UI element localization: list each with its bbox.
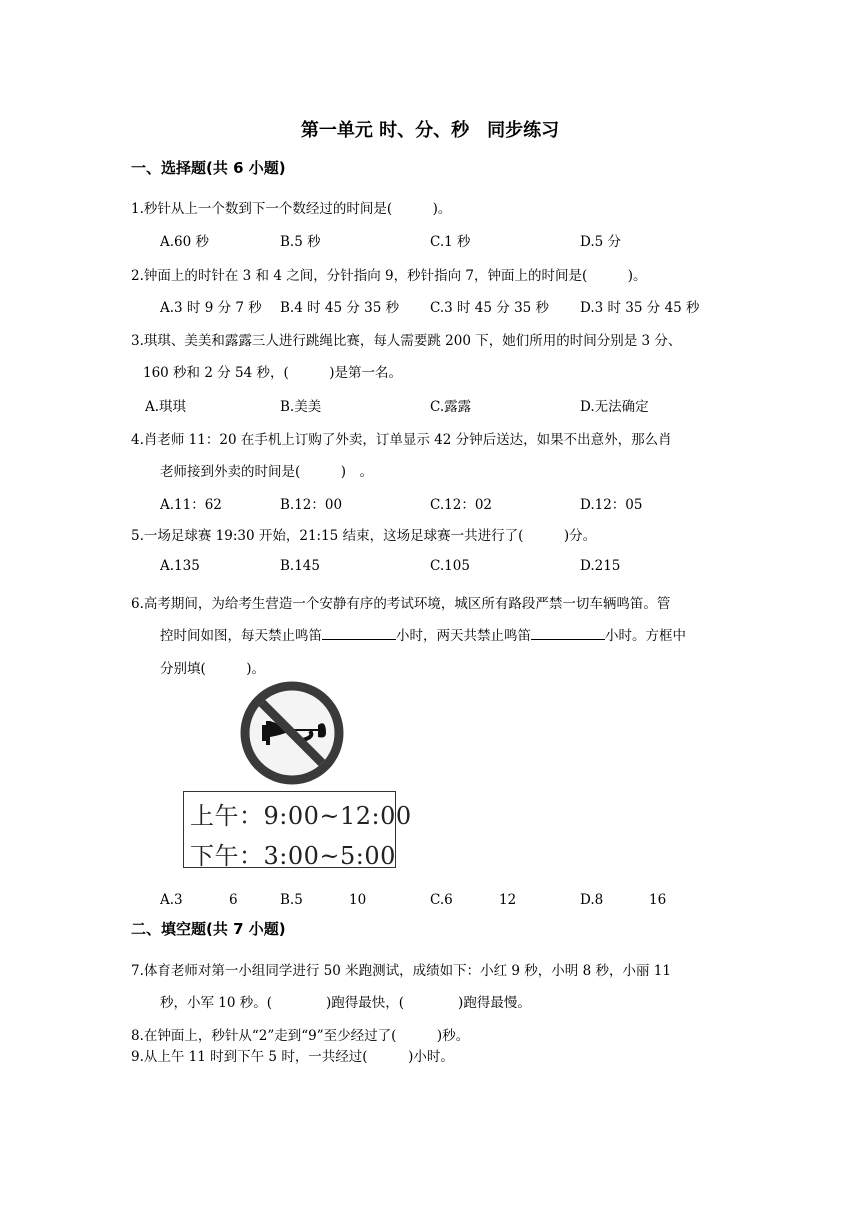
section-heading-fill: 二、填空题(共 7 小题)	[131, 920, 286, 938]
q3-option-d: D.无法确定	[580, 399, 649, 415]
question-8: 8.在钟面上，秒针从“2”走到“9”至少经过了( )秒。	[131, 1028, 470, 1044]
q5-option-d: D.215	[580, 558, 621, 574]
q5-option-b: B.145	[280, 558, 320, 574]
q1-option-b: B.5 秒	[280, 234, 321, 250]
q4-option-b: B.12：00	[280, 497, 343, 513]
q5-option-a: A.135	[160, 558, 200, 574]
q6-option-a-right: 6	[229, 892, 238, 908]
morning-time-row: 上午：9:00~12:00	[190, 802, 412, 830]
q6-option-b-right: 10	[349, 892, 367, 908]
answer-blank-daily[interactable]	[322, 627, 396, 640]
q1-option-d: D.5 分	[580, 234, 622, 250]
answer-blank-two-days[interactable]	[531, 627, 605, 640]
section-heading-choice: 一、选择题(共 6 小题)	[131, 159, 286, 177]
q6-line-2-part-a: 控时间如图，每天禁止鸣笛	[160, 628, 322, 644]
q2-option-a: A.3 时 9 分 7 秒	[160, 300, 262, 316]
q2-option-d: D.3 时 35 分 45 秒	[580, 300, 700, 316]
q2-option-c: C.3 时 45 分 35 秒	[430, 300, 550, 316]
question-6-line-3: 分别填( )。	[160, 661, 266, 677]
q6-line-2-part-c: 小时。方框中	[605, 628, 686, 644]
question-3-line-1: 3.琪琪、美美和露露三人进行跳绳比赛，每人需要跳 200 下，她们所用的时间分别是 3 分、	[131, 333, 682, 349]
time-schedule-box	[183, 791, 412, 870]
question-5: 5.一场足球赛 19:30 开始，21:15 结束，这场足球赛一共进行了( )分。	[131, 528, 597, 544]
question-3-line-2: 160 秒和 2 分 54 秒，( )是第一名。	[143, 365, 403, 381]
q6-option-d-left: D.8	[580, 892, 604, 908]
question-7-line-1: 7.体育老师对第一小组同学进行 50 米跑测试，成绩如下：小红 9 秒，小明 8 秒，小丽 11	[131, 963, 671, 979]
question-4-line-1: 4.肖老师 11：20 在手机上订购了外卖，订单显示 42 分钟后送达，如果不出意外，那么肖	[131, 432, 672, 448]
q4-option-d: D.12：05	[580, 497, 643, 513]
q1-option-c: C.1 秒	[430, 234, 471, 250]
q5-option-c: C.105	[430, 558, 470, 574]
q4-option-c: C.12：02	[430, 497, 492, 513]
q6-option-d-right: 16	[649, 892, 667, 908]
afternoon-time-row: 下午：3:00~5:00	[190, 842, 396, 870]
q6-option-c-left: C.6	[430, 892, 453, 908]
question-1: 1.秒针从上一个数到下一个数经过的时间是( )。	[131, 201, 452, 217]
q3-option-b: B.美美	[280, 399, 322, 415]
q6-line-2-part-b: 小时，两天共禁止鸣笛	[396, 628, 531, 644]
question-2: 2.钟面上的时针在 3 和 4 之间，分针指向 9，秒针指向 7，钟面上的时间是( )。	[131, 268, 647, 284]
no-honking-icon	[240, 681, 344, 785]
q3-option-c: C.露露	[430, 399, 472, 415]
question-9: 9.从上午 11 时到下午 5 时，一共经过( )小时。	[131, 1049, 454, 1065]
q6-option-b-left: B.5	[280, 892, 303, 908]
q1-option-a: A.60 秒	[160, 234, 210, 250]
question-6-line-2	[160, 624, 686, 644]
q3-option-a: A.琪琪	[145, 399, 187, 415]
question-7-line-2: 秒，小军 10 秒。( )跑得最快，( )跑得最慢。	[160, 995, 531, 1011]
page-title: 第一单元 时、分、秒 同步练习	[300, 120, 560, 141]
q6-option-a-left: A.3	[160, 892, 183, 908]
q4-option-a: A.11：62	[160, 497, 222, 513]
question-4-line-2: 老师接到外卖的时间是( ) 。	[160, 464, 374, 480]
q6-option-c-right: 12	[499, 892, 517, 908]
q2-option-b: B.4 时 45 分 35 秒	[280, 300, 400, 316]
question-6-line-1: 6.高考期间，为给考生营造一个安静有序的考试环境，城区所有路段严禁一切车辆鸣笛。管	[131, 596, 671, 612]
